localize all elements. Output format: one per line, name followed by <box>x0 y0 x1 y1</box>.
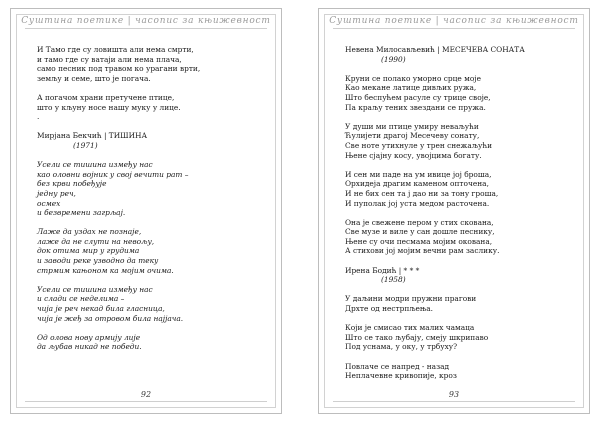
stanza-gap <box>37 151 263 161</box>
running-header: Суштина поетике | часопис за књижевност <box>21 16 271 26</box>
poem-line: чија је реч некад била гласница, <box>37 304 165 314</box>
stanza-gap <box>37 275 263 285</box>
stanza-gap <box>345 64 571 74</box>
poem-line: без крви побеђује <box>37 179 107 189</box>
poem-line: једну реч, <box>37 188 76 198</box>
poem-line: Од олова нову армију лије <box>37 332 141 342</box>
poem-author-title: Мирјана Бекчић | ТИШИНА <box>37 131 148 141</box>
poem-line: И Тамо где су ловишта али нема смрти, <box>37 45 194 54</box>
poem-line: и безвремени загрљај. <box>37 208 126 218</box>
poem-line: Дрхте од нестрпљења. <box>345 304 433 314</box>
stanza-gap <box>37 323 263 333</box>
poem-line: . <box>37 112 40 122</box>
poem-line: А погачом храни претучене птице, <box>37 92 175 102</box>
poem-line: Она је свежене пером у стих скована, <box>345 217 494 227</box>
poem-line: У души ми птице умиру неваљући <box>345 121 479 131</box>
right-page <box>318 8 590 414</box>
header-rule <box>25 28 267 29</box>
page-number: 92 <box>140 390 152 399</box>
poem-line: што у кљуну носе нашу муку у лице. <box>37 102 181 112</box>
poem-line: Њене сјајну косу, увојцима богату. <box>345 150 482 160</box>
poem-line: И не бих сен та ј дао ни за тону гроша, <box>345 188 499 198</box>
poem-line: и заводи реке узводно да теку <box>37 256 159 266</box>
poem-line: док отима мир у грудима <box>37 246 140 256</box>
stanza-gap <box>345 314 571 324</box>
poem-author-title: Невена Милосављевић | МЕСЕЧЕВА СОНАТА <box>345 45 525 54</box>
stanza-gap <box>37 218 263 228</box>
poem-line: само песник под травом ко урагани врти, <box>37 64 201 74</box>
poem-line: да љубав никад не победи. <box>37 342 142 352</box>
footer-rule <box>25 401 267 402</box>
poem-line: И пуполак јој уста медом расточена. <box>345 198 490 208</box>
running-header: Суштина поетике | часопис за књижевност <box>329 16 579 26</box>
poem-line: Орхидеја драгим каменом опточена, <box>345 179 489 189</box>
poem-line: Лаже да уздах не познаје, <box>37 227 142 237</box>
page-content <box>37 45 263 352</box>
poem-line: Па краљу тених звездани се пружа. <box>345 102 486 112</box>
stanza-gap <box>345 285 571 295</box>
poem-line: и тамо где су ватаји али нема плача, <box>37 54 182 64</box>
poem-year: (1958) <box>381 275 406 285</box>
poem-line: И сен ми паде на ум ивице јој броша, <box>345 169 492 179</box>
poem-line: Што се тако љубају, смеју шкрипаво <box>345 332 489 342</box>
stanza-gap <box>345 256 571 266</box>
poem-line: Усели се тишина између нас <box>37 160 153 170</box>
poem-line: Повлаче се напред - назад <box>345 361 450 371</box>
page-number: 93 <box>448 390 460 399</box>
footer-rule <box>333 401 575 402</box>
stanza-gap <box>37 122 263 132</box>
header-rule <box>333 28 575 29</box>
poem-line: земљу и семе, што је погача. <box>37 73 151 83</box>
stanza-gap <box>37 83 263 93</box>
poem-line: као оловни војник у свој вечити рат – <box>37 169 189 179</box>
stanza-gap <box>345 208 571 218</box>
poem-line: Неплачевне кривопије, кроз <box>345 371 457 381</box>
poem-line: чија је жеђ за отровом била најјача. <box>37 313 184 323</box>
poem-line: Усели се тишина између нас <box>37 284 153 294</box>
poem-line: стрмим кањоном ка мојим очима. <box>37 265 174 275</box>
poem-line: Ћулијети драгој Месечеву сонату, <box>345 131 480 141</box>
stanza-gap <box>345 160 571 170</box>
poem-line: Што беспућем расуле су трице своје, <box>345 92 491 102</box>
poem-line: Све музе и виле у сан дошле песнику, <box>345 227 495 237</box>
poem-line: Све ноте утихнуле у трен снежаљући <box>345 140 493 150</box>
poem-line: Као мекане латице дивљих ружа, <box>345 83 477 93</box>
poem-line: осмех <box>37 198 61 208</box>
poem-line: лаже да не слути на невољу, <box>37 236 155 246</box>
poem-line: Под уснама, у оку, у трбуху? <box>345 342 458 352</box>
poem-year: (1990) <box>381 54 406 64</box>
poem-line: Који је смисао тих малих чамаца <box>345 323 475 333</box>
poem-line: Круни се полако уморно срце моје <box>345 73 481 83</box>
stanza-gap <box>345 352 571 362</box>
left-page <box>10 8 282 414</box>
page-content <box>345 45 571 381</box>
poem-line: А стихови јој мојим вечни рам заслику. <box>345 246 500 256</box>
poem-line: Њене су очи песмама мојим окована, <box>345 236 493 246</box>
poem-year: (1971) <box>73 140 98 150</box>
stanza-gap <box>345 112 571 122</box>
poem-line: У даљини модри пружни прагови <box>345 294 477 304</box>
poem-line: и слади се неделима – <box>37 294 125 304</box>
poem-author-title: Ирена Бодић | * * * <box>345 265 420 275</box>
